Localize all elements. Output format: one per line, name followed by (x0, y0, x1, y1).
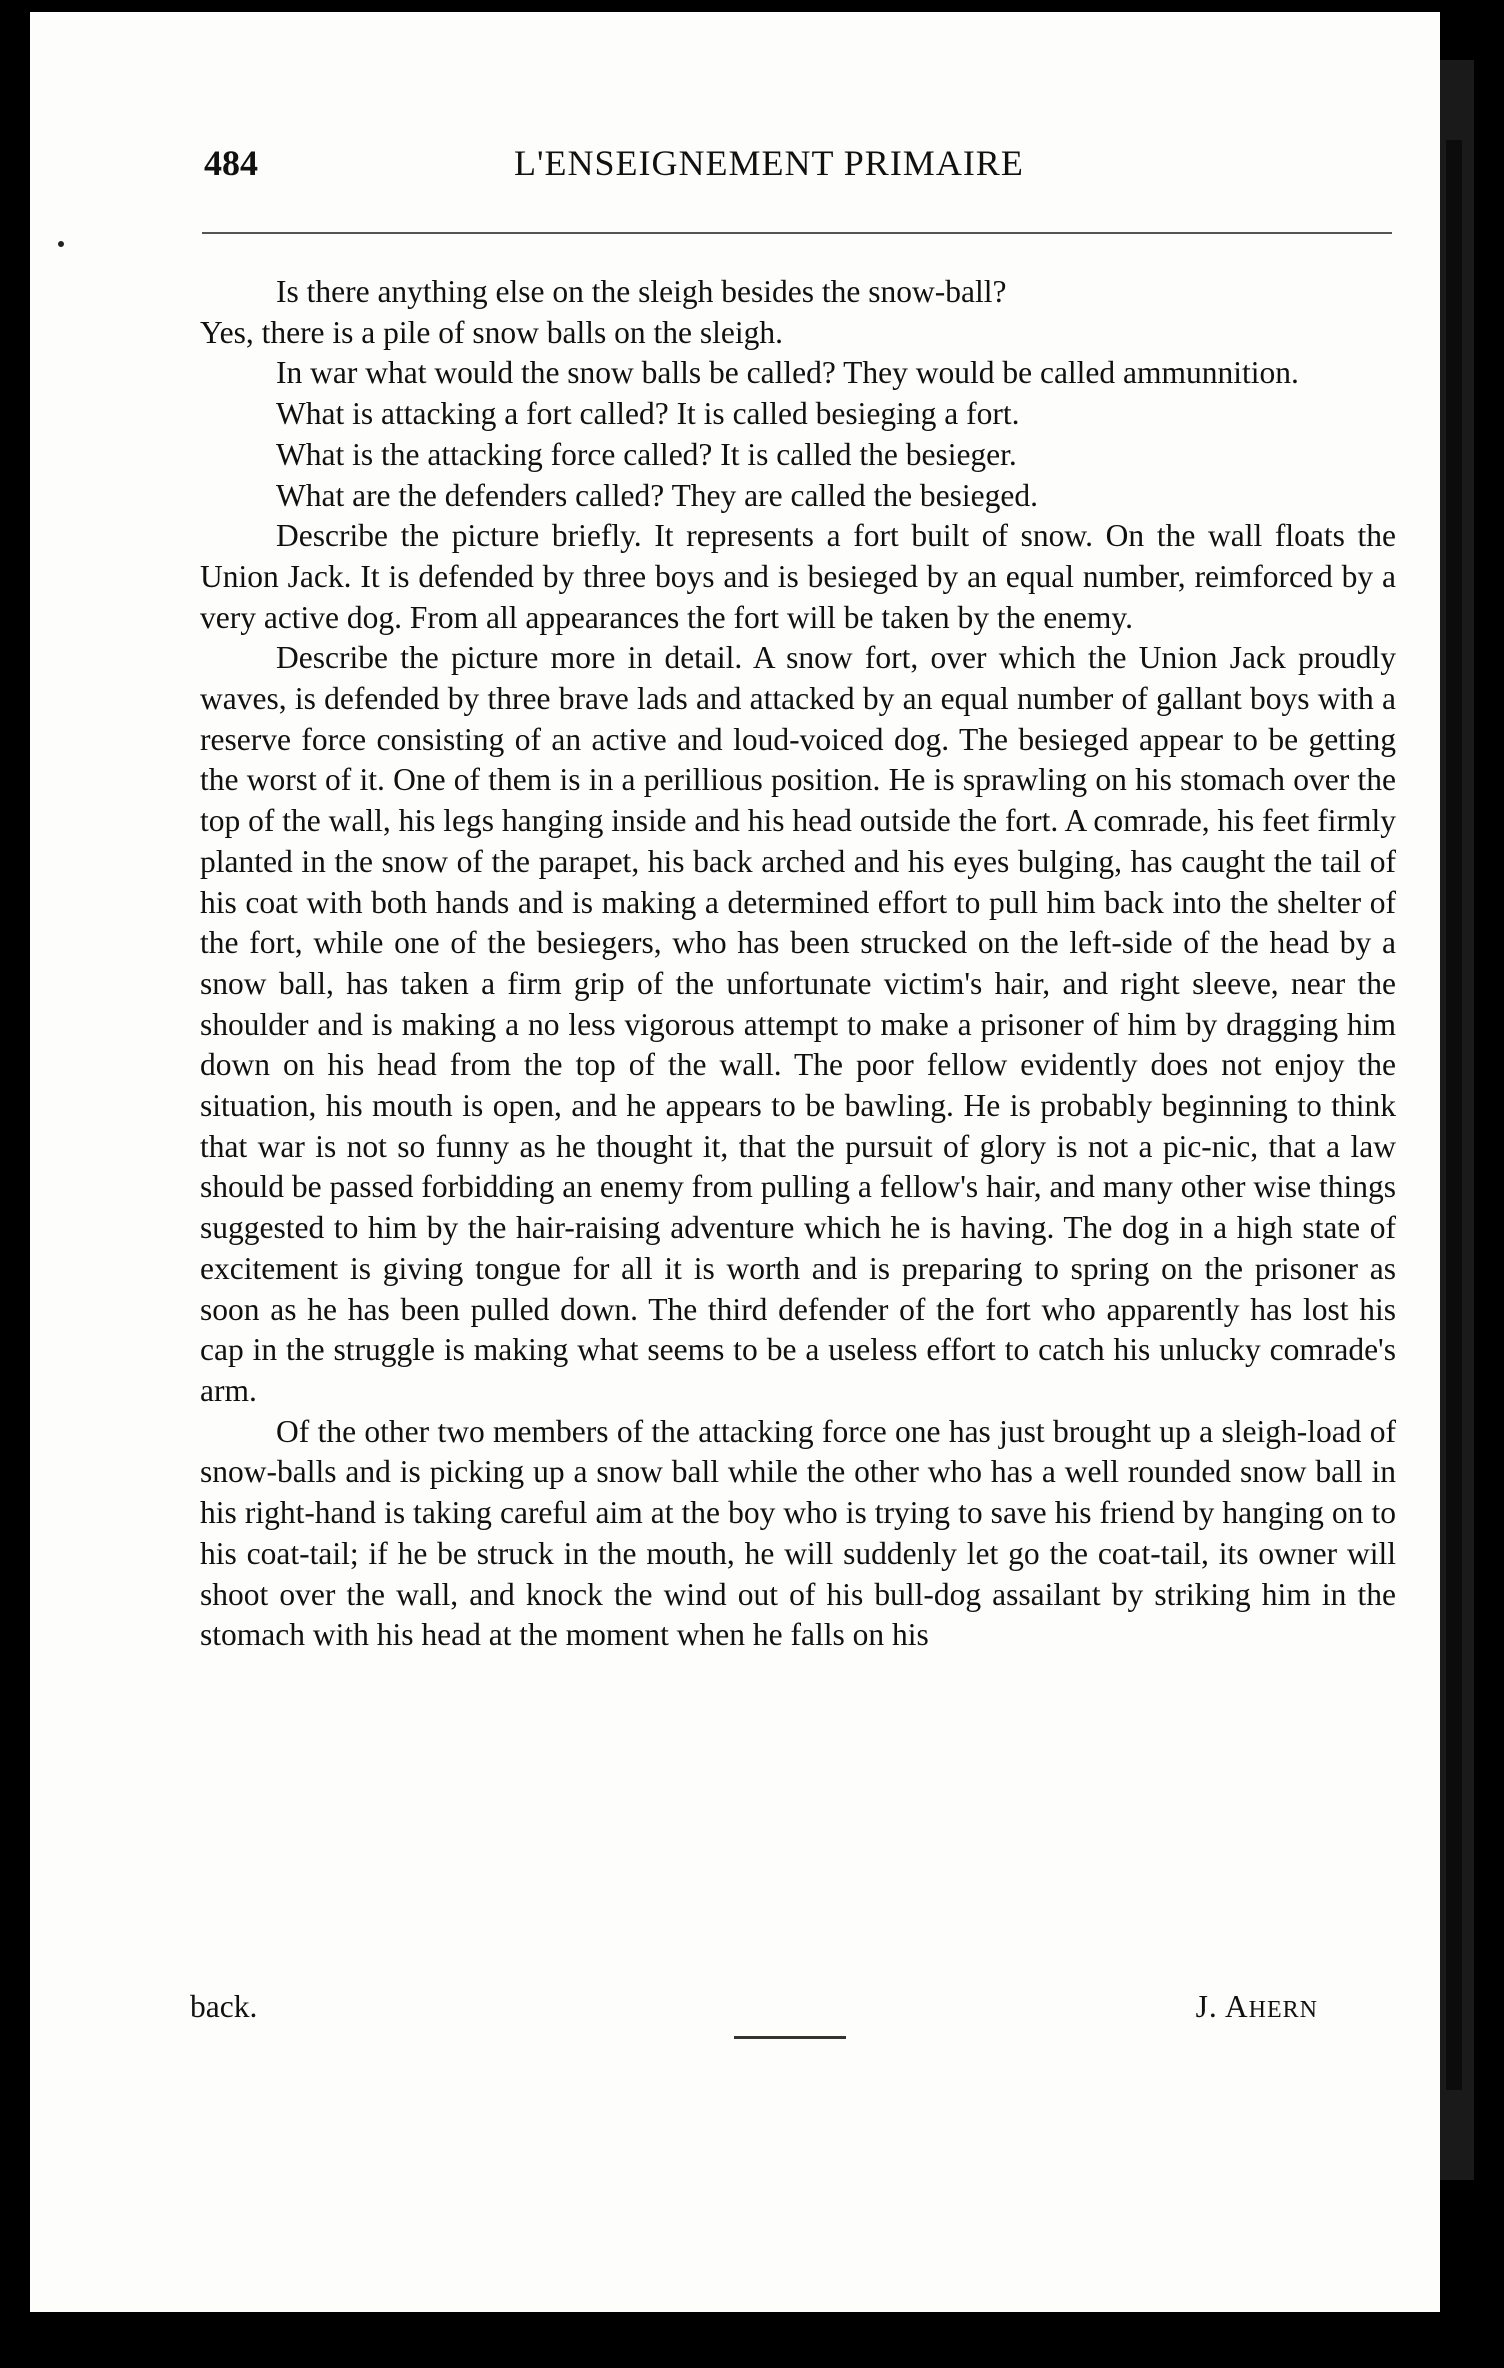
running-title: L'ENSEIGNEMENT PRIMAIRE (514, 143, 1024, 183)
paragraph: What is attacking a fort called? It is called besieging a fort. (276, 396, 1020, 432)
header-rule (202, 232, 1392, 234)
page-number: 484 (204, 143, 258, 183)
page-header (204, 142, 1104, 192)
paragraph: Describe the picture briefly. It represents a fort built of snow. On the wall floats the Union Jack. It is defended by three boys and is besieged by an equal number, reimforced by a very active dog. From all appearances the fort will be taken by the enemy. (200, 518, 1396, 635)
signature-initial: J. A (1195, 1989, 1249, 2024)
paragraph: Is there anything else on the sleigh besides the snow-ball? (276, 274, 1007, 309)
paragraph: What are the defenders called? They are called the besieged. (276, 477, 1038, 513)
author-signature (1196, 1989, 1318, 2025)
closing-text: back. (190, 1989, 258, 2024)
paragraph: Of the other two members of the attacking force one has just brought up a sleigh-load of snow-balls and is picking up a snow ball while the other who has a well rounded snow ball in his right-hand is taking careful aim at the boy who is trying to save his friend by hanging on to his coat-tail; if he be struck in the mouth, he will suddenly let go the coat-tail, its owner will shoot over the wall, and knock the wind out of his bull-dog assailant by striking him in the stomach with his head at the moment when he falls on his (200, 1413, 1396, 1653)
paragraph: What is the attacking force called? It is called the besieger. (276, 436, 1017, 472)
paragraph: Yes, there is a pile of snow balls on the sleigh. (200, 314, 783, 350)
end-rule (734, 2036, 846, 2039)
article-body (200, 272, 1396, 1656)
margin-speck (58, 241, 64, 247)
paragraph: Describe the picture more in detail. A snow fort, over which the Union Jack proudly waves, is defended by three brave lads and attacked by an equal number of gallant boys with a reserve force consisting of an active and loud-voiced dog. The besieged appear to be getting the worst of it. One of them is in a perillious position. He is sprawling on his stomach over the top of the wall, his legs hanging inside and his head outside the fort. A comrade, his feet firmly planted in the snow of the parapet, his back arched and his eyes bulging, has caught the tail of his coat with both hands and is making a determined effort to pull him back into the shelter of the fort, while one of the besiegers, who has been strucked on the left-side of the head by a snow ball, has taken a firm grip of the unfortunate victim's hair, and right sleeve, near the shoulder and is making a no less vigorous attempt to make a prisoner of him by dragging him down on his head from the top of the wall. The poor fellow evidently does not enjoy the situation, his mouth is open, and he appears to be bawling. He is probably beginning to think that war is not so funny as he thought it, that the pursuit of glory is not a pic-nic, that a law should be passed forbidding an enemy from pulling a fellow's hair, and many other wise things suggested to him by the hair-raising adventure which he is having. The dog in a high state of excitement is giving tongue for all it is worth and is preparing to spring on the prisoner as soon as he has been pulled down. The third defender of the fort who apparently has lost his cap in the struggle is making what seems to be a useless effort to catch his unlucky comrade's arm. (200, 640, 1396, 1408)
page-edge-shadow-inner (1446, 140, 1462, 2090)
paragraph: In war what would the snow balls be called? They would be called ammunnition. (276, 355, 1299, 391)
signature-rest: HERN (1248, 1997, 1318, 2023)
